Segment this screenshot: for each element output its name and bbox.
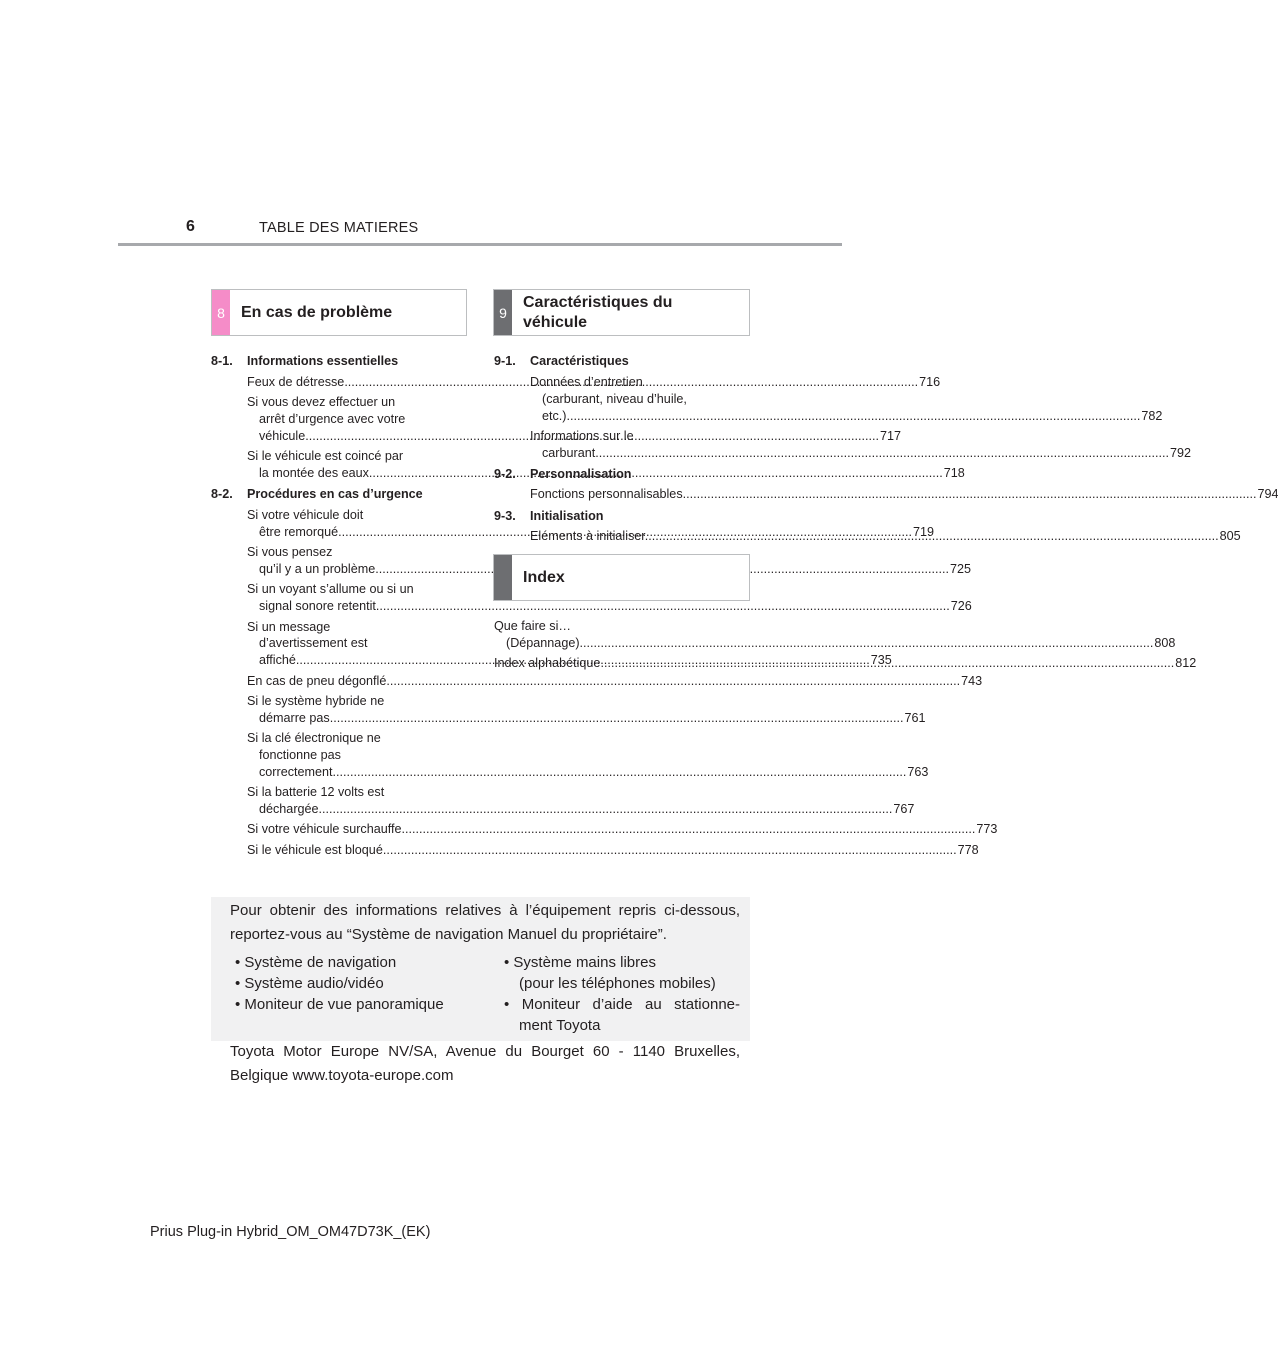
note-text: Pour obtenir des informations relatives à l’équipement repris ci-dessous, reportez-vous au “Système de navigation Manuel du propriétaire”. bbox=[230, 902, 740, 943]
bullet-item: • Système audio/vidéo bbox=[235, 975, 384, 992]
toc-entry-text: affiché bbox=[259, 653, 296, 668]
toc-leader-dots bbox=[386, 674, 960, 688]
toc-page-number: 716 bbox=[919, 375, 941, 389]
section-9-title bbox=[523, 293, 672, 333]
toc-entry-text: Données d’entretien bbox=[530, 375, 643, 389]
toc-entry[interactable] bbox=[247, 821, 998, 838]
toc-leader-dots bbox=[683, 487, 1257, 501]
toc-page-number: 767 bbox=[893, 801, 915, 816]
toc-group-number: 9-3. bbox=[494, 509, 516, 523]
bullet-item: • Moniteur d’aide au stationne- bbox=[504, 996, 740, 1013]
toc-entry-text: qu’il y a un problème bbox=[259, 561, 376, 576]
toc-entry-text: (carburant, niveau d’huile, bbox=[542, 391, 687, 406]
section-8-tab bbox=[212, 290, 230, 335]
toc-entry-text: Si le véhicule est bloqué bbox=[247, 842, 383, 857]
toc-page-number: 763 bbox=[907, 764, 929, 779]
toc-group-title: Personnalisation bbox=[530, 467, 632, 481]
toc-entry-text: Si vous pensez bbox=[247, 545, 333, 560]
bullet-item: • Système de navigation bbox=[235, 954, 397, 971]
section-9-number: 9 bbox=[499, 304, 507, 321]
toc-leader-dots bbox=[376, 599, 950, 613]
toc-entry-text: En cas de pneu dégonflé bbox=[247, 673, 387, 688]
section-9-header[interactable] bbox=[493, 289, 750, 336]
toc-leader-dots bbox=[567, 409, 1141, 423]
toc-group-number: 8-1. bbox=[211, 354, 233, 368]
toc-group-title: Informations essentielles bbox=[247, 354, 399, 368]
toc-entry-text: signal sonore retentit bbox=[259, 599, 376, 614]
toc-entry-text: Si votre véhicule surchauffe bbox=[247, 822, 402, 837]
section-8-header[interactable] bbox=[211, 289, 467, 336]
toc-entry[interactable] bbox=[247, 784, 915, 818]
bullet-item-continuation: (pour les téléphones mobiles) bbox=[519, 975, 716, 992]
section-9-title-line: véhicule bbox=[523, 314, 588, 331]
toc-entry-text: Que faire si… bbox=[494, 619, 571, 633]
toc-leader-dots bbox=[330, 711, 904, 725]
toc-page-number: 794 bbox=[1257, 487, 1278, 501]
index-tab bbox=[494, 555, 512, 600]
section-9-tab bbox=[494, 290, 512, 335]
toc-entry-text: Fonctions personnalisables bbox=[530, 487, 683, 501]
toc-entry[interactable] bbox=[247, 730, 929, 780]
toc-page-number: 726 bbox=[950, 599, 972, 614]
toc-entry-text: démarre pas bbox=[259, 710, 330, 725]
toc-entry-text: Si le système hybride ne bbox=[247, 694, 385, 708]
toc-page-number: 761 bbox=[904, 710, 926, 725]
toc-entry-text: Index alphabétique bbox=[494, 656, 601, 671]
toc-entry-text: Si un message bbox=[247, 619, 331, 634]
toc-entry-text: fonctionne pas bbox=[259, 747, 341, 762]
toc-page-number: 719 bbox=[912, 524, 934, 539]
toc-leader-dots bbox=[580, 636, 1154, 650]
toc-entry-text: Si la batterie 12 volts est bbox=[247, 785, 385, 800]
bullet-item: • Moniteur de vue panoramique bbox=[235, 996, 444, 1013]
section-8-title: En cas de problème bbox=[241, 304, 393, 321]
toc-entry-text: Si la clé électronique ne bbox=[247, 731, 381, 746]
toc-page-number: 718 bbox=[943, 466, 965, 481]
toc-leader-dots bbox=[383, 843, 957, 857]
toc-page-number: 778 bbox=[957, 842, 979, 857]
toc-page-number: 725 bbox=[950, 561, 972, 576]
toc-group-number: 9-2. bbox=[494, 467, 516, 481]
toc-page-number: 717 bbox=[880, 428, 902, 443]
toc-page-number: 743 bbox=[961, 673, 983, 688]
section-9-title-line: Caractéristiques du bbox=[523, 294, 673, 311]
toc-group-number: 9-1. bbox=[494, 354, 516, 368]
section-8-number: 8 bbox=[217, 304, 225, 321]
toc-entry-text: etc.) bbox=[542, 408, 567, 423]
toc-entry-text: Si un voyant s’allume ou si un bbox=[247, 582, 414, 597]
toc-entry[interactable] bbox=[247, 693, 926, 727]
toc-page-number: 808 bbox=[1154, 635, 1176, 650]
toc-leader-dots bbox=[333, 765, 907, 779]
toc-entry-text: d’avertissement est bbox=[259, 636, 368, 651]
toc-entry-text: Si le véhicule est coincé par bbox=[247, 449, 404, 464]
toc-entry-text: Si vous devez effectuer un bbox=[247, 395, 396, 410]
toc-entry[interactable] bbox=[247, 673, 983, 690]
toc-entry-text: arrêt d’urgence avec votre bbox=[259, 412, 406, 427]
toc-entry-text: correctement bbox=[259, 764, 333, 779]
toc-group-title: Procédures en cas d’urgence bbox=[247, 487, 423, 501]
toc-page-number: 792 bbox=[1170, 445, 1192, 460]
toc-entry-text: véhicule bbox=[259, 428, 306, 443]
toc-page-number: 812 bbox=[1175, 656, 1197, 671]
toc-page-number: 735 bbox=[870, 653, 892, 668]
toc-entry-text: carburant bbox=[542, 445, 596, 460]
toc-entry-text: déchargée bbox=[259, 801, 319, 816]
address-text: Toyota Motor Europe NV/SA, Avenue du Bourget 60 - 1140 Bruxelles, Belgique www.toyota-europe.com bbox=[230, 1043, 740, 1084]
toc-page-number: 782 bbox=[1141, 408, 1163, 423]
toc-entry-text: Feux de détresse bbox=[247, 375, 345, 389]
page-number: 6 bbox=[186, 218, 195, 235]
bullet-item-continuation: ment Toyota bbox=[519, 1017, 601, 1034]
toc-leader-dots bbox=[319, 802, 893, 816]
document-footer: Prius Plug-in Hybrid_OM_OM47D73K_(EK) bbox=[150, 1224, 431, 1240]
toc-leader-dots bbox=[595, 446, 1169, 460]
running-header-title: TABLE DES MATIERES bbox=[259, 220, 419, 236]
toc-leader-dots bbox=[600, 656, 1174, 670]
toc-group-title: Initialisation bbox=[530, 509, 604, 523]
header-divider bbox=[118, 243, 842, 246]
index-title: Index bbox=[523, 569, 565, 586]
toc-entry-text: Si votre véhicule doit bbox=[247, 508, 364, 522]
toc-leader-dots bbox=[645, 529, 1219, 543]
toc-page-number: 773 bbox=[976, 822, 998, 837]
toc-entry[interactable] bbox=[494, 618, 1176, 652]
toc-leader-dots bbox=[401, 822, 975, 836]
toc-entry-text: Eléments à initialiser bbox=[530, 529, 645, 543]
toc-entry-text: la montée des eaux bbox=[259, 466, 369, 481]
toc-page-number: 805 bbox=[1219, 529, 1241, 543]
toc-entry-text: Informations sur le bbox=[530, 429, 634, 443]
toc-entry[interactable] bbox=[247, 581, 972, 615]
toc-entry[interactable] bbox=[247, 842, 979, 859]
toc-entry-text: être remorqué bbox=[259, 524, 339, 539]
toc-group-title: Caractéristiques bbox=[530, 354, 629, 368]
index-header[interactable] bbox=[493, 554, 750, 601]
toc-entry[interactable] bbox=[530, 486, 1278, 503]
toc-leader-dots bbox=[369, 466, 943, 480]
toc-entry-text: (Dépannage) bbox=[506, 635, 580, 650]
bullet-item: • Système mains libres bbox=[504, 954, 656, 971]
toc-group-number: 8-2. bbox=[211, 487, 233, 501]
